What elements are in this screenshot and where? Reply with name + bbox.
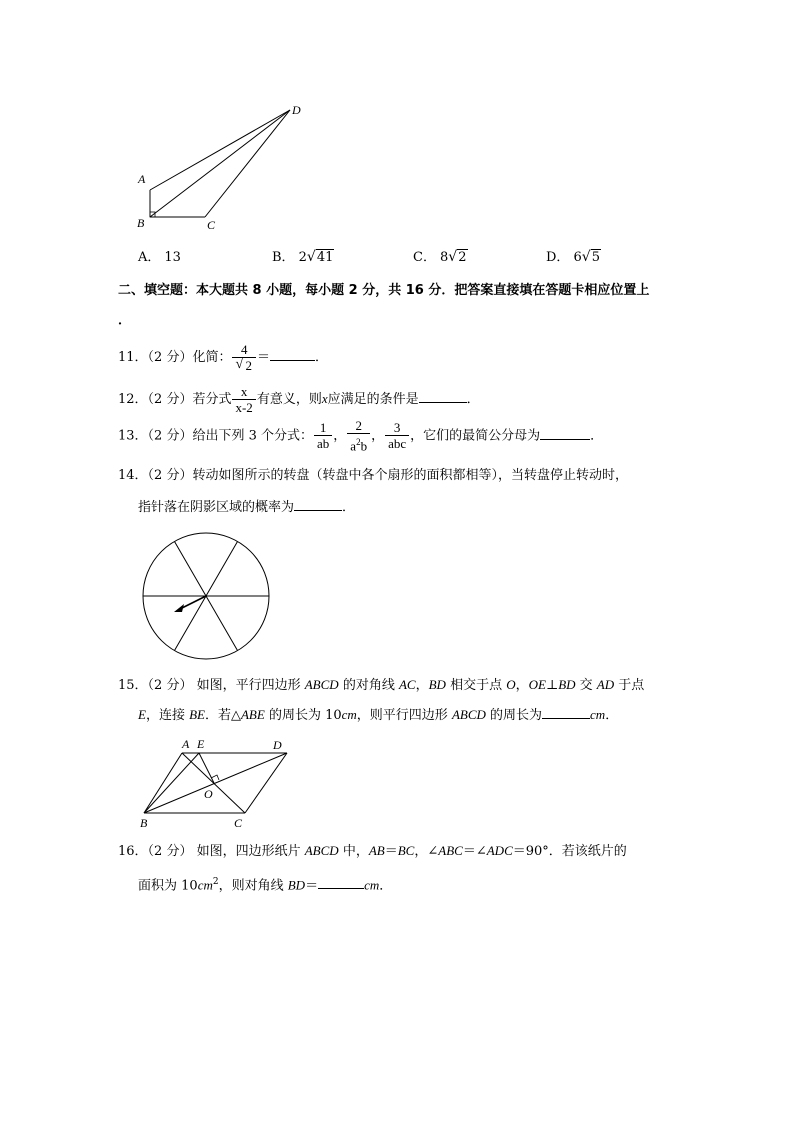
text-run: 如图，四边形纸片 — [196, 844, 305, 859]
text-run: ， — [415, 678, 429, 693]
text-run: ABC — [438, 843, 463, 858]
q12-answer-blank[interactable] — [419, 389, 467, 403]
option-a — [138, 248, 181, 268]
figure-parallelogram — [135, 735, 310, 833]
question-11: 11．（2 分）化简： 4 √ 2 ＝ ． — [118, 341, 328, 373]
text-run: BD — [428, 677, 446, 692]
label-B: B — [137, 216, 145, 230]
q12-fraction: $\frac{x}{x-2}$ — [232, 384, 255, 416]
option-b-coef: 2 — [298, 250, 307, 265]
text-run: ，则平行四边形 — [356, 708, 452, 723]
label-C: C — [234, 816, 243, 830]
label-D: D — [273, 738, 282, 752]
option-c — [413, 248, 468, 268]
text-run: ＝90°．若该纸片的 — [512, 844, 627, 859]
question-13: 13．（2 分）给出下列 3 个分式： $\frac{1}{ab}$ ， $\frac{2}{a^2b}$ ， $\frac{3}{\text{abc}}$ ，它们的最简公分母为 ． — [118, 418, 604, 454]
question-14-line-1: 14．（2 分）转动如图所示的转盘（转盘中各个扇形的面积都相等），当转盘停止转动时， — [118, 468, 628, 483]
q14-answer-blank[interactable] — [294, 497, 342, 511]
q15-end: ． — [605, 708, 619, 723]
text-run: ＝∠ — [462, 844, 487, 859]
text-run: ．若△ — [204, 708, 241, 723]
option-c-coef: 8 — [439, 250, 449, 265]
text-run: BE — [189, 707, 205, 722]
text-run: ABCD — [304, 843, 339, 858]
q11-number: 11． — [118, 350, 148, 365]
text-run: cm — [341, 707, 357, 722]
text-run: AC — [398, 677, 416, 692]
option-a-letter: A． — [138, 250, 161, 265]
question-15-line-2 — [138, 705, 618, 726]
text-run: ，连接 — [145, 708, 190, 723]
sqrt-41: √ 41 — [306, 249, 334, 265]
text-run: ABCD — [451, 707, 486, 722]
q11-fraction: 4 √ 2 — [232, 342, 256, 374]
option-c-letter: C． — [413, 250, 436, 265]
text-run: ⊥ — [545, 678, 559, 693]
q15-answer-blank[interactable] — [542, 705, 590, 719]
section-heading-tail: ． — [118, 313, 132, 328]
text-run: 于点 — [614, 678, 645, 693]
option-b — [272, 248, 334, 268]
text-run: 的周长为 — [485, 708, 543, 723]
question-16-line-2: 面积为 $10cm^2$，则对角线 BD＝ cm． — [138, 877, 393, 894]
text-run: 中， — [338, 844, 369, 859]
text-run: AB — [368, 843, 385, 858]
text-run: 如图，平行四边形 — [196, 678, 305, 693]
option-d-coef: 6 — [573, 250, 582, 265]
label-D: D — [292, 103, 301, 117]
text-run: ABCD — [304, 677, 339, 692]
text-run: 相交于点 — [445, 678, 507, 693]
q13-fraction-3: $\frac{3}{\text{abc}}$ — [385, 420, 409, 452]
text-run: 的周长为 10 — [264, 708, 342, 723]
option-d — [546, 248, 601, 268]
label-E: E — [197, 737, 205, 751]
figure-quadrilateral-abcd — [130, 95, 320, 240]
label-A: A — [138, 172, 146, 186]
text-run: 的对角线 — [338, 678, 399, 693]
text-run: E — [138, 707, 146, 722]
label-O: O — [204, 787, 213, 801]
q13-answer-blank[interactable] — [540, 426, 590, 440]
sqrt-2: √ 2 — [448, 249, 467, 265]
q15-unit: cm — [590, 707, 606, 722]
q11-text: 化简： — [192, 350, 232, 365]
text-run: ＝ — [384, 844, 398, 859]
q16-answer-blank[interactable] — [318, 875, 364, 889]
option-b-letter: B． — [272, 250, 295, 265]
text-run: OE — [528, 677, 546, 692]
section-heading: 二、填空题：本大题共 8 小题，每小题 2 分，共 16 分．把答案直接填在答题卡相应位置上 — [118, 283, 650, 298]
question-14-line-2: 指针落在阴影区域的概率为 ． — [138, 497, 355, 518]
q13-fraction-1: $\frac{1}{ab}$ — [314, 420, 332, 452]
q11-points: （2 分） — [147, 350, 193, 365]
text-run: BD — [558, 677, 576, 692]
text-run: ADC — [486, 843, 513, 858]
text-run: O — [506, 677, 516, 692]
q13-fraction-2: $\frac{2}{a^2b}$ — [347, 418, 370, 454]
text-run: 交 — [575, 678, 597, 693]
sqrt-5: √ 5 — [581, 249, 600, 265]
text-run: BC — [397, 843, 415, 858]
q11-equals: ＝ — [256, 350, 270, 365]
label-A: A — [182, 737, 190, 751]
label-B: B — [140, 816, 148, 830]
text-run: ，∠ — [414, 844, 439, 859]
option-d-letter: D． — [546, 250, 570, 265]
text-run: AD — [596, 677, 615, 692]
text-run: ， — [515, 678, 529, 693]
q11-answer-blank[interactable] — [270, 347, 315, 361]
label-C: C — [207, 218, 216, 232]
figure-spinner — [140, 532, 274, 662]
text-run: ABE — [240, 707, 265, 722]
option-a-text: 13 — [164, 250, 181, 265]
question-12: 12．（2 分）若分式 $\frac{x}{x-2}$ 有意义，则x应满足的条件是 ． — [118, 383, 480, 415]
question-16-line-1: 16．（2 分） 如图，四边形纸片 ABCD 中，AB＝BC，∠ABC＝∠ADC＝90°．若该纸片的 — [118, 843, 627, 859]
question-15-line-1: 15．（2 分） 如图，平行四边形 ABCD 的对角线 AC，BD 相交于点 O，OE⊥BD 交 AD 于点 — [118, 677, 645, 693]
